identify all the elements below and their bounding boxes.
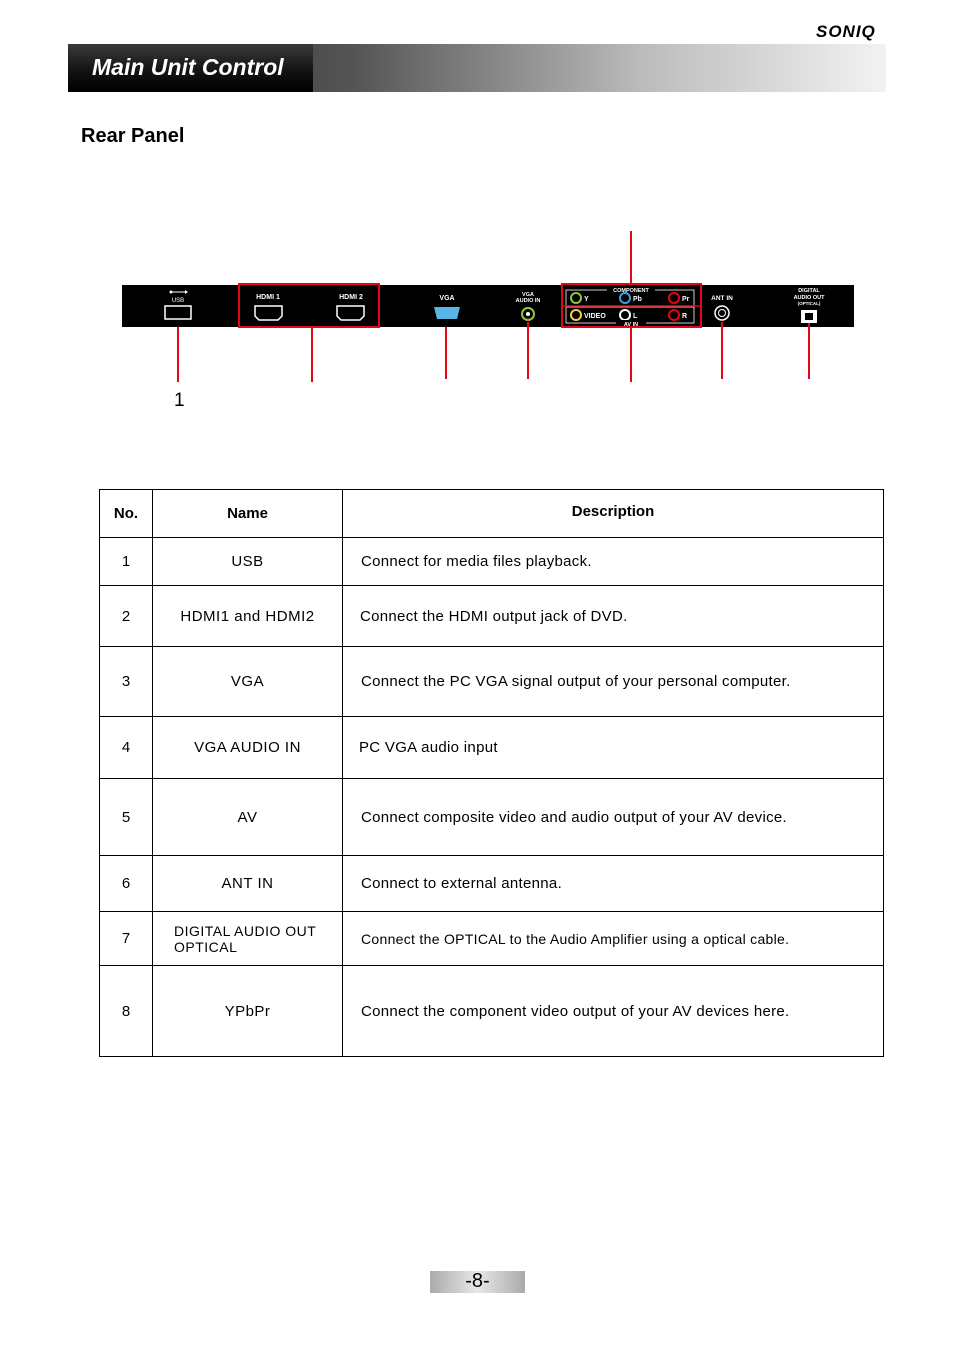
row-name: AV [153,779,343,856]
row-name-line2: OPTICAL [174,938,238,955]
video-label: VIDEO [584,313,606,320]
header-no: No. [100,490,153,538]
table-row [100,856,884,912]
header-name: Name [153,490,343,538]
digital-label-line2: AUDIO OUT [793,295,825,301]
ant-in-label: ANT IN [711,295,733,302]
header-description: Description [343,490,884,538]
table-row [100,647,884,717]
row-name: VGA AUDIO IN [153,717,343,779]
digital-label-line3: (OPTICAL) [797,301,821,306]
row-name: HDMI1 and HDMI2 [153,586,343,647]
row-name-line1: DIGITAL AUDIO OUT [174,922,317,939]
row-no: 1 [100,538,153,586]
usb-label: USB [171,298,185,304]
y-label: Y [584,296,589,303]
row-no: 4 [100,717,153,779]
row-name: USB [153,538,343,586]
row-no: 6 [100,856,153,912]
hdmi1-label: HDMI 1 [256,294,280,301]
callout-number-1: 1 [174,390,185,411]
row-description: Connect the component video output of your AV devices here. [343,966,884,1057]
table-row [100,966,884,1057]
row-no: 7 [100,912,153,966]
table-row [100,586,884,647]
vga-label: VGA [439,295,455,302]
table-row [100,779,884,856]
row-description: Connect to external antenna. [343,856,884,912]
row-no: 8 [100,966,153,1057]
row-no: 3 [100,647,153,717]
table-row [100,912,884,966]
vga-audio-label-line1: VGA [522,292,534,298]
row-description: PC VGA audio input [343,717,884,779]
section-title: Rear Panel [81,125,185,147]
component-label: COMPONENT [613,288,649,294]
optical-port-inner [805,313,813,320]
pb-label: Pb [633,296,642,303]
pr-label: Pr [682,296,690,303]
vga-port [434,307,460,319]
av-in-label: AV IN [623,322,639,328]
audio-r-label: R [682,313,688,320]
rear-panel-diagram [0,0,954,440]
row-name: YPbPr [153,966,343,1057]
table-header-row [100,490,884,538]
table-row [100,717,884,779]
vga-audio-label-line2: AUDIO IN [515,298,541,304]
row-name: VGA [153,647,343,717]
audio-l-label: L [633,313,638,320]
table-row [100,538,884,586]
row-name [153,912,343,966]
row-description: Connect the HDMI output jack of DVD. [343,586,884,647]
row-no: 2 [100,586,153,647]
hdmi2-label: HDMI 2 [339,294,363,301]
brand-logo: SONIQ [816,22,876,41]
digital-label-line1: DIGITAL [798,288,820,294]
vga-audio-jack-center [526,312,530,316]
row-description: Connect the PC VGA signal output of your personal computer. [343,647,884,717]
row-description: Connect the OPTICAL to the Audio Amplifier using a optical cable. [343,912,884,966]
row-description: Connect composite video and audio output of your AV device. [343,779,884,856]
row-description: Connect for media files playback. [343,538,884,586]
row-name: ANT IN [153,856,343,912]
page-header-title: Main Unit Control [92,54,284,80]
row-no: 5 [100,779,153,856]
connector-table [99,489,884,1057]
panel-strip [122,285,854,327]
page-number: -8- [465,1270,490,1292]
